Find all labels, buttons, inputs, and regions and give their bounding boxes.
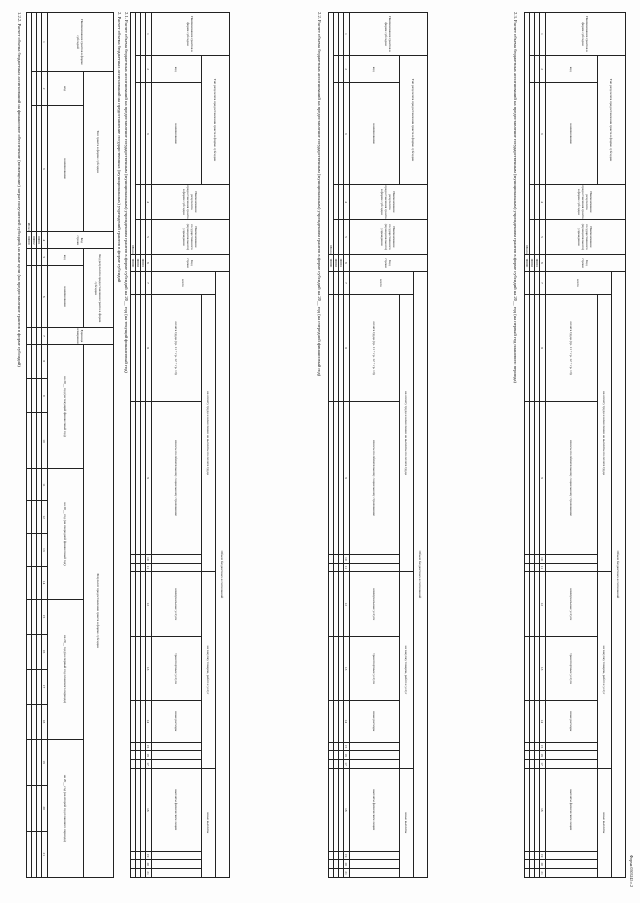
col-num: 2 [540, 56, 546, 83]
section-2-title: 2. Расчет объема бюджетных ассигнований на предоставление государственных (муниципальных) учреждений грантов в форме субсидий [117, 12, 122, 283]
year-2: на 20__ год (на очередной финансовый год) [48, 469, 84, 599]
hdr-works: на закупку товаров, работ и услуг [598, 572, 612, 769]
hdr-name: Наименование грантов в форме субсидии [546, 13, 626, 56]
col-num: 13 [42, 533, 48, 566]
col-num: 1 [146, 13, 152, 56]
col-num: 1 [540, 13, 546, 56]
col-num: 6 [146, 254, 152, 271]
table-row [136, 13, 141, 878]
hdr-other: иные выплаты [202, 768, 216, 877]
total-label: Итого [329, 13, 334, 255]
total-row [329, 13, 334, 878]
col-num: 11 [146, 563, 152, 571]
col-num: 9 [344, 402, 350, 555]
col-num: 16 [42, 634, 48, 669]
col-number-row [344, 13, 350, 878]
col-num: 2 [344, 56, 350, 83]
sub-code-2: код [48, 249, 84, 266]
hdr-works: на закупку товаров, работ и услуг [202, 572, 216, 769]
table-row [141, 13, 146, 878]
hdr-total: Объем бюджетных ассигнований [612, 271, 626, 877]
col-number-row [146, 13, 152, 878]
sub-name: наименование [48, 106, 84, 232]
section-1-2-table [26, 12, 114, 878]
row-code: 00002 [32, 232, 37, 249]
hdr-total: Объем бюджетных ассигнований [414, 271, 428, 877]
col-num: 10 [42, 413, 48, 469]
hdr-result: Наименование результата предоставления гранта в форме субсидии [152, 184, 230, 219]
col-num: 18 [146, 768, 152, 851]
sub-name: наименование [546, 83, 598, 185]
year-1: на 20__ год (на текущий финансовый год) [48, 344, 84, 469]
col-num: 15 [344, 742, 350, 751]
col-num: 20 [344, 860, 350, 869]
total-label: Итого [27, 13, 32, 232]
col-num: 14 [42, 566, 48, 599]
hdr-other: иные выплаты [598, 768, 612, 877]
hdr-result: Наименование результата предоставления гранта в форме субсидии [350, 184, 428, 219]
c-other-pay: выплаты физическим лицам [546, 768, 598, 851]
sub-name-2: наименование [48, 266, 84, 328]
row-code: 00001 [339, 254, 344, 271]
sub-name: наименование [350, 83, 400, 185]
col-num: 11 [42, 469, 48, 501]
hdr-result: Наименование результата предоставления гранта в форме субсидии [546, 184, 626, 219]
hdr-recipient: Код результата предоставления гранта в форме субсидии [84, 249, 114, 328]
col-num: 9 [42, 378, 48, 412]
col-num: 5 [146, 219, 152, 254]
col-num: 7 [344, 271, 350, 294]
table-row [535, 13, 540, 878]
col-num: 10 [146, 554, 152, 563]
c-misc: иные расходы [152, 700, 202, 742]
hdr-code: Код строки [350, 254, 428, 271]
c-goods: коммунальные услуги [152, 572, 202, 637]
c-other-pay: выплаты физическим лицам [152, 768, 202, 851]
col-num: 5 [540, 219, 546, 254]
col-num: 12 [146, 572, 152, 637]
hdr-name: Наименование грантов в форме субсидии [350, 13, 428, 56]
c-contrib: взносы по обязательному социальному страхованию [350, 402, 400, 555]
col-num: 15 [540, 742, 546, 751]
hdr-total: Объем бюджетных ассигнований [216, 271, 230, 877]
hdr-type: Тип результата предоставления гранта в форме субсидии [400, 56, 428, 185]
col-num: 6 [540, 254, 546, 271]
hdr-org: Наименование государственного (муниципального) учреждения [152, 219, 230, 254]
col-num: 7 [146, 271, 152, 294]
table-row [37, 13, 42, 878]
hdr-code: Код строки [48, 232, 114, 249]
table-row [339, 13, 344, 878]
total-label: Итого [525, 13, 530, 255]
table-row [334, 13, 339, 878]
col-num: 13 [540, 637, 546, 700]
row-code: 00001 [37, 232, 42, 249]
col-num: 2 [146, 56, 152, 83]
col-num: 21 [540, 869, 546, 878]
col-num: 19 [42, 739, 48, 785]
section-2-2-table [328, 12, 428, 878]
sub-code: код [350, 56, 400, 83]
section-1-2-title: 1.2.2. Расчет объема бюджетных ассигнований на финансовое обеспечение (возмещение) затрат получателей субсидий, на иные цели (на предоставление грантов в форме субсидий) [17, 12, 22, 367]
col-num: 14 [344, 700, 350, 742]
col-num: 15 [42, 599, 48, 634]
table-row [32, 13, 37, 878]
hdr-type: Тип гранта в форме субсидии [84, 72, 114, 232]
col-num: 12 [540, 572, 546, 637]
c-transport: транспортные услуги [152, 637, 202, 700]
year-4: на 20__ год (на второй год планового периода) [48, 739, 84, 877]
hdr-type: Тип результата предоставления гранта в форме субсидии [598, 56, 626, 185]
row-code: 00001 [535, 254, 540, 271]
col-num: 7 [42, 328, 48, 344]
col-num: 3 [42, 106, 48, 232]
col-num: 17 [146, 760, 152, 769]
section-2-1-table [130, 12, 230, 878]
col-num: 7 [540, 271, 546, 294]
col-num: 3 [146, 83, 152, 185]
col-num: 18 [540, 768, 546, 851]
col-num: 16 [540, 751, 546, 760]
hdr-code: Код строки [546, 254, 626, 271]
hdr-type: Тип результата предоставления гранта в форме субсидии [202, 56, 230, 185]
c-misc: иные расходы [546, 700, 598, 742]
hdr-code: Код строки [152, 254, 230, 271]
hdr-in-total: всего [546, 271, 612, 294]
col-num: 10 [540, 554, 546, 563]
col-num: 20 [146, 860, 152, 869]
col-num: 10 [344, 554, 350, 563]
section-2-2-title: 2.2. Расчет объема бюджетных ассигнований на предоставление государственным (муниципальным) учреждениям грантов в форме субсидий на 20__ год (на очередной финансовый год) [317, 12, 322, 377]
col-num: 14 [540, 700, 546, 742]
section-2-3-table [524, 12, 626, 878]
col-num: 20 [42, 785, 48, 831]
c-contrib: взносы по обязательному социальному страхованию [152, 402, 202, 555]
col-num: 5 [344, 219, 350, 254]
c-contrib: взносы по обязательному социальному страхованию [546, 402, 598, 555]
c-goods: коммунальные услуги [350, 572, 400, 637]
col-num: 17 [540, 760, 546, 769]
hdr-other: иные выплаты [400, 768, 414, 877]
col-num: 4 [344, 184, 350, 219]
hdr-wages: на оплату труда и начисления на выплаты по оплате труда [202, 294, 216, 571]
c-other-pay: выплаты физическим лицам [350, 768, 400, 851]
row-code: 00002 [136, 254, 141, 271]
hdr-in-total: всего [350, 271, 414, 294]
c-staff: оплата труда (гр. 11 + гр. 12 + гр. 13) [350, 294, 400, 401]
row-code: 00001 [141, 254, 146, 271]
row-code: 90000 [525, 254, 530, 271]
row-code: 90000 [329, 254, 334, 271]
col-num: 1 [344, 13, 350, 56]
col-num: 19 [344, 851, 350, 860]
row-code: 90000 [131, 254, 136, 271]
col-num: 12 [42, 501, 48, 534]
c-misc: иные расходы [350, 700, 400, 742]
col-num: 15 [146, 742, 152, 751]
hdr-measure: Единица измерения [48, 328, 114, 344]
row-code: 90000 [27, 232, 32, 249]
hdr-result-group: Результат предоставления гранта в форме субсидии [84, 344, 114, 877]
col-num: 13 [344, 637, 350, 700]
col-num: 17 [344, 760, 350, 769]
total-row [525, 13, 530, 878]
row-code: 00002 [530, 254, 535, 271]
col-num: 19 [146, 851, 152, 860]
col-num: 21 [42, 831, 48, 877]
hdr-wages: на оплату труда и начисления на выплаты по оплате труда [400, 294, 414, 571]
c-staff: оплата труда (гр. 11 + гр. 12 + гр. 13) [152, 294, 202, 401]
col-num: 14 [146, 700, 152, 742]
col-num: 3 [344, 83, 350, 185]
col-num: 18 [42, 704, 48, 739]
hdr-wages: на оплату труда и начисления на выплаты по оплате труда [598, 294, 612, 571]
table-row [530, 13, 535, 878]
col-num: 4 [146, 184, 152, 219]
c-transport: транспортные услуги [546, 637, 598, 700]
col-num: 18 [344, 768, 350, 851]
c-staff: оплата труда (гр. 11 + гр. 12 + гр. 13) [546, 294, 598, 401]
sub-code: код [546, 56, 598, 83]
c-goods: коммунальные услуги [546, 572, 598, 637]
sub-code: код [152, 56, 202, 83]
col-num: 8 [42, 344, 48, 378]
col-num: 6 [344, 254, 350, 271]
row-code: 00002 [334, 254, 339, 271]
hdr-org: Наименование государственного (муниципального) учреждения [546, 219, 626, 254]
hdr-name: Наименование грантов в форме субсидий [48, 13, 114, 72]
total-label: Итого [131, 13, 136, 255]
col-num: 4 [540, 184, 546, 219]
col-num: 3 [540, 83, 546, 185]
col-num: 6 [42, 266, 48, 328]
col-num: 9 [540, 402, 546, 555]
col-num: 12 [344, 572, 350, 637]
col-num: 20 [540, 860, 546, 869]
hdr-in-total: всего [152, 271, 216, 294]
col-num: 17 [42, 669, 48, 704]
section-2-3-title: 2.3. Расчет объема бюджетных ассигнований на предоставление государственным (муниципальным) учреждениям грантов в форме субсидий на 20__ год (на первый год планового периода) [513, 12, 518, 383]
total-row [27, 13, 32, 878]
col-num: 11 [344, 563, 350, 571]
col-num: 11 [540, 563, 546, 571]
col-num: 9 [146, 402, 152, 555]
col-num: 16 [344, 751, 350, 760]
col-num: 16 [146, 751, 152, 760]
form-code: Форма 0505245 с.2 [629, 855, 634, 888]
total-row [131, 13, 136, 878]
col-number-row [540, 13, 546, 878]
col-num: 1 [42, 13, 48, 72]
col-num: 5 [42, 249, 48, 266]
col-num: 2 [42, 72, 48, 106]
hdr-works: на закупку товаров, работ и услуг [400, 572, 414, 769]
col-num: 8 [344, 294, 350, 401]
hdr-name: Наименование грантов в форме субсидии [152, 13, 230, 56]
hdr-org: Наименование государственного (муниципального) учреждения [350, 219, 428, 254]
col-number-row [42, 13, 48, 878]
col-num: 4 [42, 232, 48, 249]
col-num: 8 [146, 294, 152, 401]
sub-code: код [48, 72, 84, 106]
col-num: 21 [344, 869, 350, 878]
col-num: 13 [146, 637, 152, 700]
col-num: 21 [146, 869, 152, 878]
year-3: на 20__ год (на первый год планового периода) [48, 599, 84, 739]
sub-name: наименование [152, 83, 202, 185]
section-2-1-title: 2.1. Расчет объема бюджетных ассигнований на предоставление государственным (муниципальным) учреждениям грантов в форме субсидий на 20__ год (на текущий финансовый год) [124, 12, 129, 373]
col-num: 19 [540, 851, 546, 860]
col-num: 8 [540, 294, 546, 401]
c-transport: транспортные услуги [350, 637, 400, 700]
